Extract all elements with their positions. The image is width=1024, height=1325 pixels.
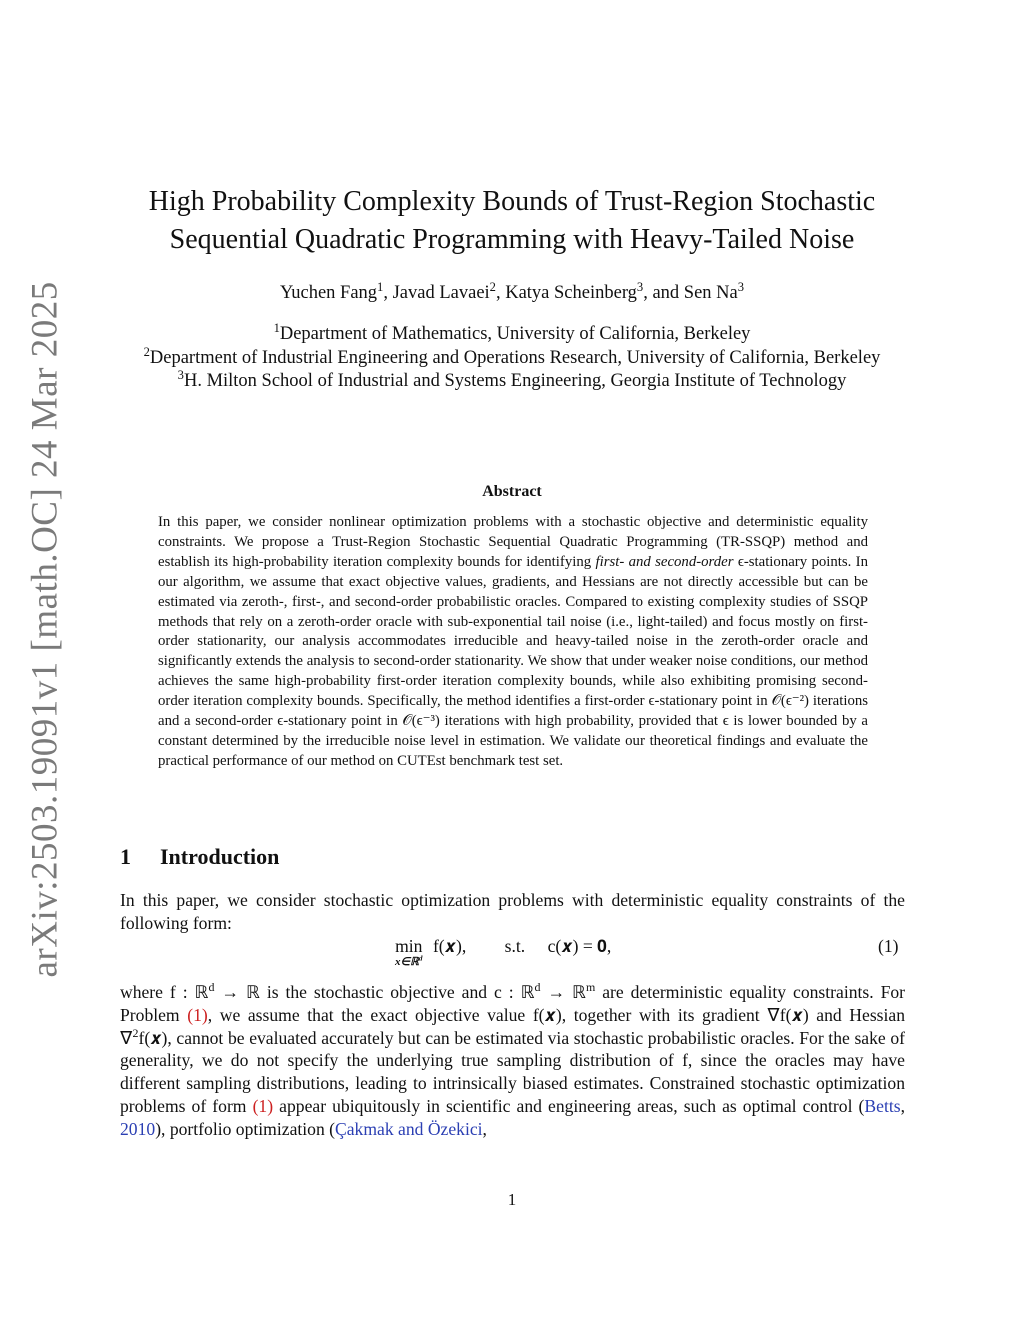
section-heading-introduction: 1 Introduction: [120, 844, 280, 869]
title-line-2: Sequential Quadratic Programming with Heavy-Tailed Noise: [169, 224, 855, 255]
equation-reference-link[interactable]: (1): [252, 1095, 274, 1116]
abstract-text: In this paper, we consider nonlinear optimization problems with a stochastic objective and deterministic equality constraints. We propose a Trust-Region Stochastic Sequential Quadratic Programming (TR-SSQP) method and establish its high-probability iteration complexity bounds for identifying first- and second-order ϵ-stationary points. In our algorithm, we assume that exact objective values, gradients, and Hessians are not directly accessible but can be estimated via zeroth-, first-, and second-order probabilistic oracles. Compared to existing complexity studies of SSQP methods that rely on a zeroth-order oracle with sub-exponential tail noise (i.e., light-tailed) and focus mostly on first-order stationarity, our analysis accommodates irreducible and heavy-tailed noise in the zeroth-order oracle and significantly extends the analysis to second-order stationarity. We show that under weaker noise conditions, our method achieves the same high-probability first-order iteration complexity bounds, while also exhibiting promising second-order iteration complexity bounds. Specifically, the method identifies a first-order ϵ-stationary point in 𝒪(ϵ⁻²) iterations and a second-order ϵ-stationary point in 𝒪(ϵ⁻³) iterations with high probability, provided that ϵ is lower bounded by a constant determined by the irreducible noise level in estimation. We validate our theoretical findings and evaluate the practical performance of our method on CUTEst benchmark test set.: [158, 514, 868, 769]
author: Javad Lavaei$^2$,: [392, 279, 506, 303]
equation-reference-link[interactable]: (1): [187, 1004, 208, 1025]
affiliations: [110, 320, 914, 394]
equation-number: (1): [878, 936, 899, 956]
author: Sen Na$^3$: [683, 279, 745, 303]
equation-min-operator: min x∈ℝ$^d$: [395, 936, 423, 968]
abstract-heading: Abstract: [482, 483, 542, 500]
citation-link-cakmak-ozekici[interactable]: Çakmak and Özekici: [335, 1118, 483, 1139]
affiliation: $^3$H. Milton School of Industrial and Systems Engineering, Georgia Institute of Technology: [177, 367, 847, 391]
arxiv-identifier-stamp: arXiv:2503.19091v1 [math.OC] 24 Mar 2025: [24, 281, 66, 978]
intro-paragraph-1: In this paper, we consider stochastic optimization problems with deterministic equality constraints of the following form:: [120, 890, 905, 933]
page-number: 1: [507, 1190, 517, 1209]
affiliation: $^1$Department of Mathematics, University of California, Berkeley: [273, 320, 751, 344]
author-list: [110, 279, 914, 304]
author: Yuchen Fang$^1$,: [279, 279, 393, 303]
intro-paragraph-2: where f : ℝ$^d$ → ℝ is the stochastic objective and c : ℝ$^d$ → ℝ$^m$ are deterministic equality constraints. For Problem (1), we assume that the exact objective value f(𝒙), together with its gradient ∇f(𝒙) and Hessian ∇$^2$f(𝒙), cannot be evaluated accurately but can be estimated via stochastic probabilistic oracles. For the sake of generality, we do not specify the underlying true sampling distribution of f, since the oracles may have different sampling distributions, leading to intrinsically biased estimates. Constrained stochastic optimization problems of form (1) appear ubiquitously in scientific and engineering areas, such as optimal control (Betts, 2010), portfolio optimization (Çakmak and Özekici,: [120, 980, 906, 1139]
citation-link-betts-year[interactable]: 2010: [120, 1118, 156, 1139]
paper-title: [110, 183, 914, 259]
author: Katya Scheinberg$^3$, and: [505, 279, 684, 303]
affiliation: $^2$Department of Industrial Engineering and Operations Research, University of California, Berkeley: [143, 344, 881, 368]
abstract-emphasis: first- and second-order: [595, 553, 734, 570]
title-line-1: High Probability Complexity Bounds of Trust-Region Stochastic: [148, 186, 876, 217]
equation-1: min x∈ℝ$^d$ f(𝒙), s.t. c(𝒙) = 𝟎,: [395, 936, 612, 968]
citation-link-betts[interactable]: Betts: [864, 1095, 901, 1116]
